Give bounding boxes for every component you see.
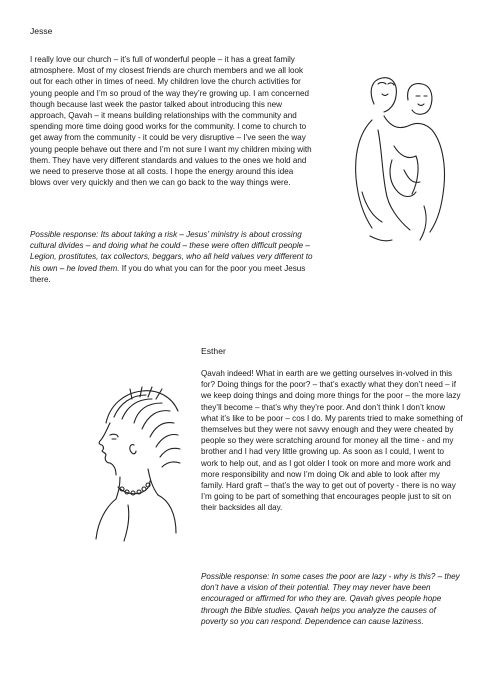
esther-heading: Esther	[201, 346, 226, 356]
jesse-paragraph: I really love our church – it’s full of wonderful people – it has a great family atmosphere. Most of my closest friends are church members and we all look out for each other in times of need. My children love the church activities for young people and I’m so proud of the way they’re growing up. I am concerned though because last week the pastor talked about introducing this new approach, Qavah – it means building relationships with the community and spending more time doing good works for the community. I come to church to get away from the community - it could be very disruptive – I’ve seen the way young people behave out there and I’m not sure I want my children mixing with them. They have very different standards and values to the ones we hold and we need to preserve those at all costs. I hope the energy around this idea blows over very quickly and then we can go back to the way things were.	[30, 55, 312, 188]
jesse-possible-response	[30, 229, 314, 285]
jesse-response-plain: If you do what you can for the poor you meet Jesus there.	[30, 263, 306, 284]
esther-possible-response: Possible response: In some cases the poor are lazy - why is this? – they don’t have a vision of their potential. They may never have been encouraged or affirmed for who they are. Qavah gives people hope through the Bible studies. Qavah helps you analyze the causes of poverty so you can respond. Dependence can cause laziness.	[201, 572, 460, 626]
jesse-response-italic: Possible response: Its about taking a risk – Jesus’ ministry is about crossing cultural divides – and doing what he could – these were often difficult people – Legion, prostitutes, tax collectors, beggars, who all held values very different to his own – he loved them.	[30, 230, 313, 273]
jesse-heading: Jesse	[30, 26, 53, 36]
girl-portrait-sketch-illustration	[76, 383, 188, 548]
esther-paragraph: Qavah indeed! What in earth are we getting ourselves in-volved in this for? Doing things for the poor? – that’s exactly what they don’t need – if we keep doing things and doing more things for the poor – the more lazy they’ll become – that’s why they’re poor. And don’t think I don’t know what it’s like to be poor – cos I do. My parents tried to make something of themselves but they were not savvy enough and they were cheated by people so they were scratching around for money all the time - and my brother and I had very little growing up. As soon as I could, I went to work to help out, and as I got older I took on more and more work and more responsibility and now I’m doing Ok and able to look after my family. Hard graft – that’s the way to get out of poverty - there is no way I’m going to be part of something that encourages people just to sit on their backsides all day.	[201, 369, 463, 513]
couple-sketch-illustration	[312, 60, 462, 260]
right-head-sketch	[408, 84, 432, 115]
face-profile-sketch	[99, 423, 116, 475]
